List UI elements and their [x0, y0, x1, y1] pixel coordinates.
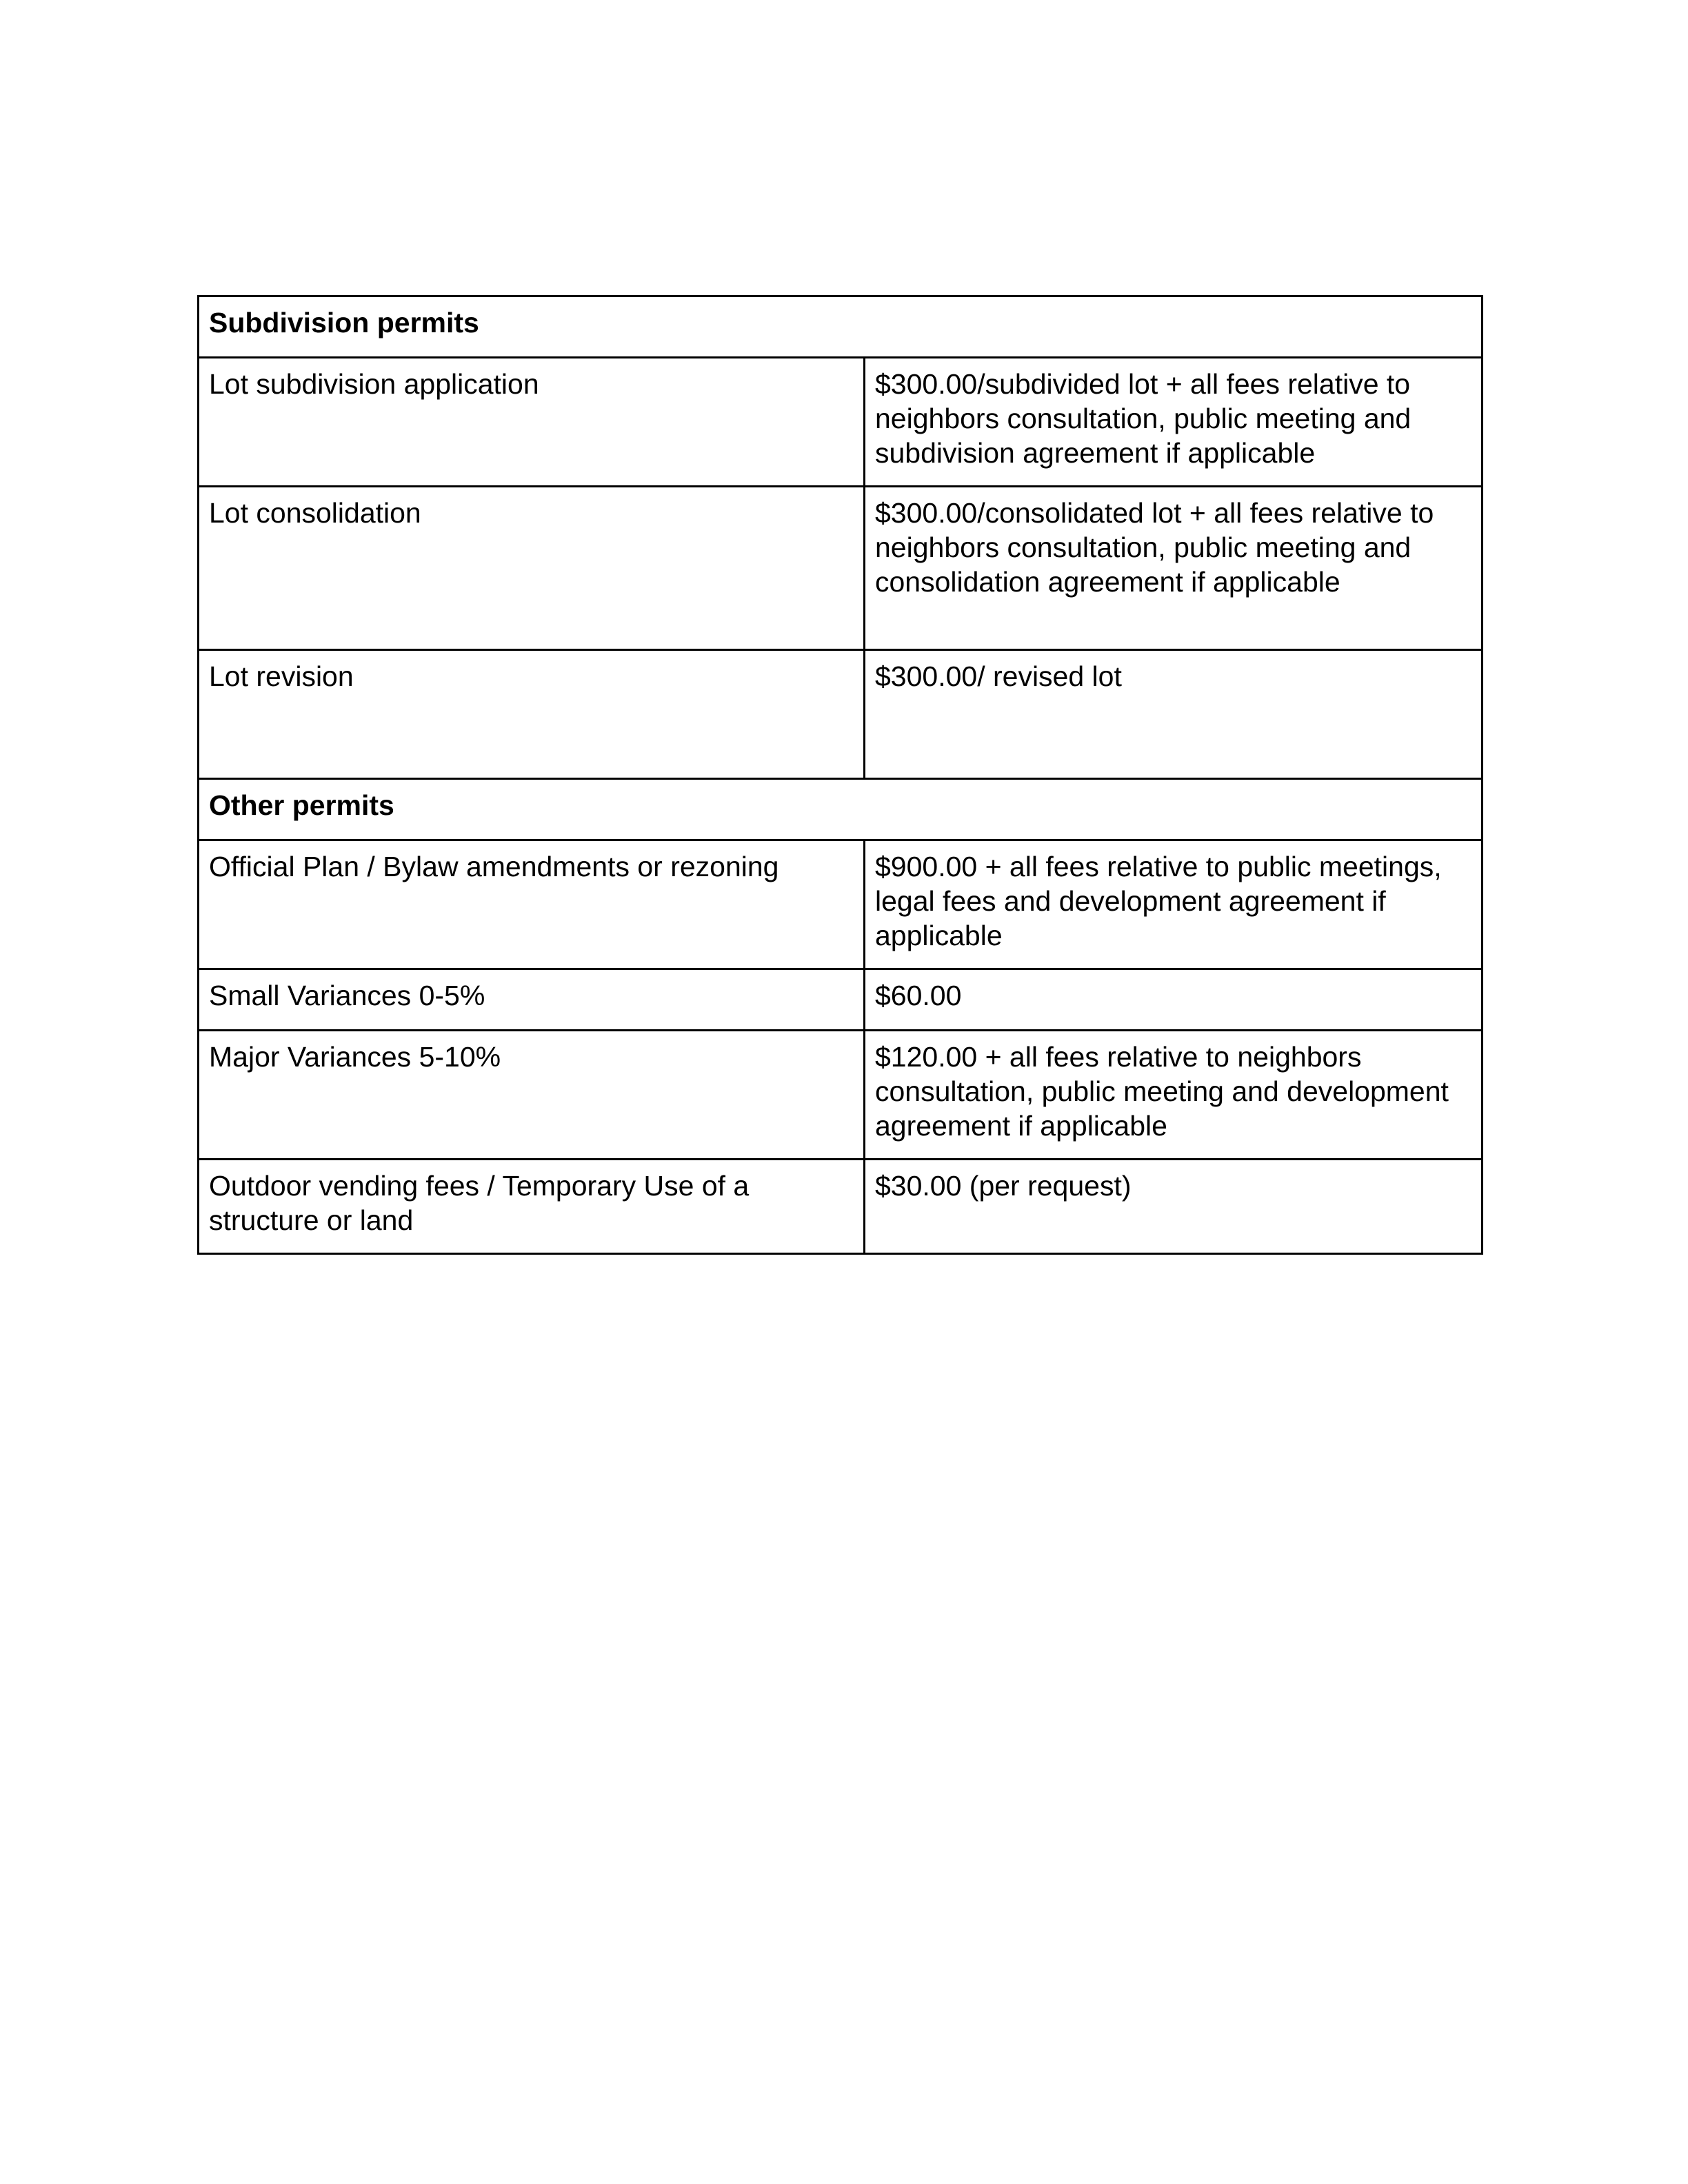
section-heading-other: Other permits [199, 779, 1483, 840]
fee-cell: $120.00 + all fees relative to neighbors consultation, public meeting and development agreement if applicable [865, 1031, 1483, 1160]
permit-type-cell: Lot revision [199, 650, 865, 779]
table-row [199, 1031, 1483, 1160]
fee-cell: $900.00 + all fees relative to public meetings, legal fees and development agreement if applicable [865, 840, 1483, 969]
permit-type-cell: Lot consolidation [199, 487, 865, 650]
fee-cell: $300.00/subdivided lot + all fees relative to neighbors consultation, public meeting and subdivision agreement if applicable [865, 358, 1483, 487]
section-header-row [199, 779, 1483, 840]
fee-cell: $300.00/consolidated lot + all fees relative to neighbors consultation, public meeting and consolidation agreement if applicable [865, 487, 1483, 650]
table-row [199, 358, 1483, 487]
permit-type-cell: Lot subdivision application [199, 358, 865, 487]
fee-cell: $300.00/ revised lot [865, 650, 1483, 779]
table-row [199, 1160, 1483, 1254]
permit-type-cell: Official Plan / Bylaw amendments or rezoning [199, 840, 865, 969]
permit-type-cell: Outdoor vending fees / Temporary Use of a structure or land [199, 1160, 865, 1254]
section-heading-subdivision: Subdivision permits [199, 296, 1483, 358]
permit-fee-table [197, 295, 1483, 1255]
table-row [199, 969, 1483, 1031]
fee-cell: $60.00 [865, 969, 1483, 1031]
permit-type-cell: Small Variances 0-5% [199, 969, 865, 1031]
section-header-row [199, 296, 1483, 358]
permit-type-cell: Major Variances 5-10% [199, 1031, 865, 1160]
table-row [199, 487, 1483, 650]
fee-cell: $30.00 (per request) [865, 1160, 1483, 1254]
table-row [199, 650, 1483, 779]
table-row [199, 840, 1483, 969]
